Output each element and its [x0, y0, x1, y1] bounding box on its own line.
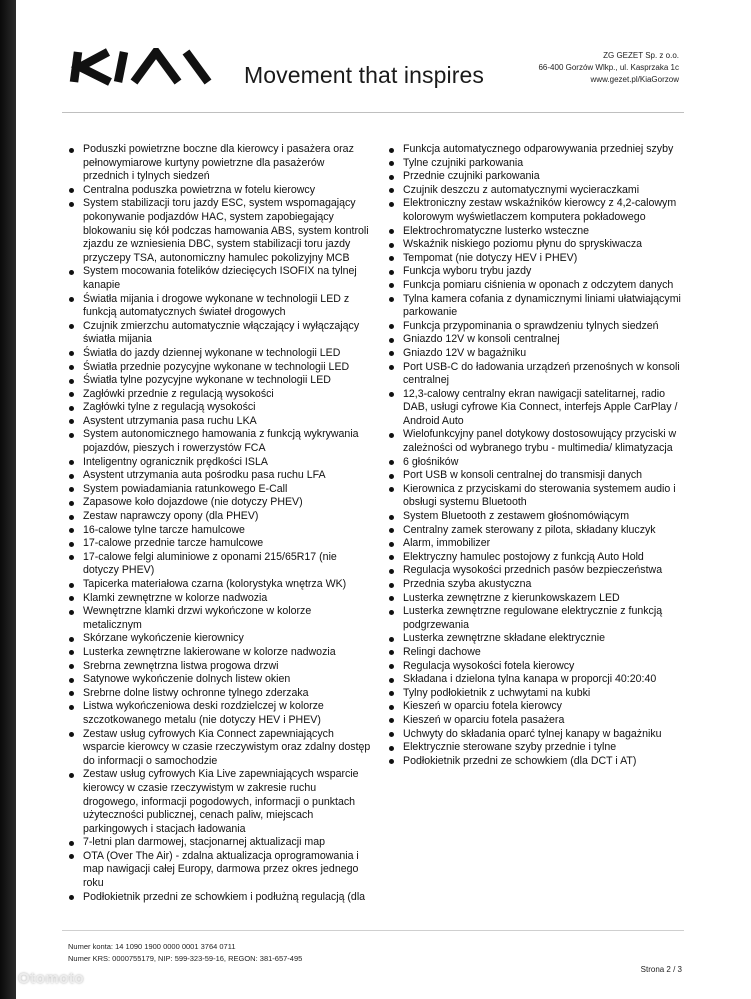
list-item: Kieszeń w oparciu fotela kierowcy: [384, 700, 688, 714]
registry-numbers: Numer KRS: 0000755179, NIP: 599-323-59-16, REGON: 381-657-495: [68, 954, 303, 963]
list-item: System powiadamiania ratunkowego E-Call: [64, 483, 372, 497]
company-name: ZG GEZET Sp. z o.o.: [603, 51, 679, 60]
list-item: Zagłówki przednie z regulacją wysokości: [64, 388, 372, 402]
list-item: Zestaw usług cyfrowych Kia Connect zapewniających wsparcie kierowcy w czasie rzeczywistym oraz zdalny dostęp do informacji o samochodzie: [64, 728, 372, 769]
list-item: Relingi dachowe: [384, 646, 688, 660]
list-item: Poduszki powietrzne boczne dla kierowcy i pasażera oraz pełnowymiarowe kurtyny powietrzne dla pasażerów przednich i tylnych siedzeń: [64, 143, 372, 184]
list-item: Lusterka zewnętrzne regulowane elektrycznie z funkcją podgrzewania: [384, 605, 688, 632]
scan-border: [0, 0, 16, 999]
list-item: Lusterka zewnętrzne składane elektrycznie: [384, 632, 688, 646]
footer-divider: [62, 930, 684, 931]
list-item: Tapicerka materiałowa czarna (kolorystyka wnętrza WK): [64, 578, 372, 592]
list-item: Elektroniczny zestaw wskaźników kierowcy z 4,2-calowym kolorowym wyświetlaczem komputera pokładowego: [384, 197, 688, 224]
list-item: Światła tylne pozycyjne wykonane w technologii LED: [64, 374, 372, 388]
equipment-list-left: [64, 143, 372, 904]
list-item: Składana i dzielona tylna kanapa w proporcji 40:20:40: [384, 673, 688, 687]
list-item: Zagłówki tylne z regulacją wysokości: [64, 401, 372, 415]
list-item: Kierownica z przyciskami do sterowania systemem audio i obsługi systemu Bluetooth: [384, 483, 688, 510]
kia-logo-icon: [68, 48, 218, 86]
list-item: Gniazdo 12V w bagażniku: [384, 347, 688, 361]
bank-account: Numer konta: 14 1090 1900 0000 0001 3764 0711: [68, 942, 236, 951]
list-item: 12,3-calowy centralny ekran nawigacji satelitarnej, radio DAB, usługi cyfrowe Kia Connect, interfejs Apple CarPlay / Android Auto: [384, 388, 688, 429]
list-item: Funkcja przypominania o sprawdzeniu tylnych siedzeń: [384, 320, 688, 334]
list-item: Funkcja wyboru trybu jazdy: [384, 265, 688, 279]
list-item: Funkcja automatycznego odparowywania przedniej szyby: [384, 143, 688, 157]
list-item: Regulacja wysokości fotela kierowcy: [384, 660, 688, 674]
list-item: Elektrycznie sterowane szyby przednie i tylne: [384, 741, 688, 755]
list-item: 17-calowe przednie tarcze hamulcowe: [64, 537, 372, 551]
list-item: Inteligentny ogranicznik prędkości ISLA: [64, 456, 372, 470]
watermark: Otomoto: [18, 970, 84, 987]
list-item: Światła do jazdy dziennej wykonane w technologii LED: [64, 347, 372, 361]
list-item: Srebrne dolne listwy ochronne tylnego zderzaka: [64, 687, 372, 701]
list-item: System autonomicznego hamowania z funkcją wykrywania pojazdów, pieszych i rowerzystów FCA: [64, 428, 372, 455]
list-item: Podłokietnik przedni ze schowkiem i podłużną regulacją (dla: [64, 891, 372, 905]
list-item: 16-calowe tylne tarcze hamulcowe: [64, 524, 372, 538]
list-item: Port USB-C do ładowania urządzeń przenośnych w konsoli centralnej: [384, 361, 688, 388]
list-item: Skórzane wykończenie kierownicy: [64, 632, 372, 646]
list-item: Zestaw naprawczy opony (dla PHEV): [64, 510, 372, 524]
list-item: Światła mijania i drogowe wykonane w technologii LED z funkcją automatycznych świateł drogowych: [64, 293, 372, 320]
list-item: System stabilizacji toru jazdy ESC, system wspomagający pokonywanie podjazdów HAC, system zapobiegający blokowaniu się kół podczas hamowania ABS, system kontroli zjazdu ze wzniesienia DBC, system stabilizacji toru jazdy przyczepy TSA, autonomiczny hamulec pokolizyjny MCB: [64, 197, 372, 265]
list-item: Wielofunkcyjny panel dotykowy dostosowujący przyciski w zależności od wybranego trybu - multimedia/ klimatyzacja: [384, 428, 688, 455]
list-item: Przednie czujniki parkowania: [384, 170, 688, 184]
list-item: Kieszeń w oparciu fotela pasażera: [384, 714, 688, 728]
page-number: Strona 2 / 3: [640, 965, 682, 974]
list-item: Elektrochromatyczne lusterko wsteczne: [384, 225, 688, 239]
list-item: Centralny zamek sterowany z pilota, składany kluczyk: [384, 524, 688, 538]
list-item: Tylna kamera cofania z dynamicznymi liniami ułatwiającymi parkowanie: [384, 293, 688, 320]
tagline: Movement that inspires: [244, 62, 484, 88]
list-item: Port USB w konsoli centralnej do transmisji danych: [384, 469, 688, 483]
list-item: Wewnętrzne klamki drzwi wykończone w kolorze metalicznym: [64, 605, 372, 632]
list-item: Lusterka zewnętrzne z kierunkowskazem LED: [384, 592, 688, 606]
list-item: Przednia szyba akustyczna: [384, 578, 688, 592]
list-item: Funkcja pomiaru ciśnienia w oponach z odczytem danych: [384, 279, 688, 293]
list-item: Klamki zewnętrzne w kolorze nadwozia: [64, 592, 372, 606]
list-item: Satynowe wykończenie dolnych listew okien: [64, 673, 372, 687]
equipment-list-right: [384, 143, 688, 768]
list-item: Centralna poduszka powietrzna w fotelu kierowcy: [64, 184, 372, 198]
list-item: Lusterka zewnętrzne lakierowane w kolorze nadwozia: [64, 646, 372, 660]
list-item: Wskaźnik niskiego poziomu płynu do spryskiwacza: [384, 238, 688, 252]
list-item: System mocowania fotelików dziecięcych ISOFIX na tylnej kanapie: [64, 265, 372, 292]
list-item: Zestaw usług cyfrowych Kia Live zapewniających wsparcie kierowcy w czasie rzeczywistym w zakresie ruchu drogowego, informacji pogodowych, informacji o punktach użyteczności publicznej, cenach paliw, miejscach parkingowych i stacjach ładowania: [64, 768, 372, 836]
list-item: Zapasowe koło dojazdowe (nie dotyczy PHEV): [64, 496, 372, 510]
list-item: Elektryczny hamulec postojowy z funkcją Auto Hold: [384, 551, 688, 565]
list-item: Asystent utrzymania pasa ruchu LKA: [64, 415, 372, 429]
list-item: Listwa wykończeniowa deski rozdzielczej w kolorze szczotkowanego metalu (nie dotyczy HEV i PHEV): [64, 700, 372, 727]
list-item: Tylne czujniki parkowania: [384, 157, 688, 171]
company-street: 66-400 Gorzów Wlkp., ul. Kasprzaka 1c: [538, 63, 679, 72]
list-item: Asystent utrzymania auta pośrodku pasa ruchu LFA: [64, 469, 372, 483]
list-item: Regulacja wysokości przednich pasów bezpieczeństwa: [384, 564, 688, 578]
list-item: Alarm, immobilizer: [384, 537, 688, 551]
company-address: [538, 50, 679, 86]
company-website: www.gezet.pl/KiaGorzow: [590, 75, 679, 84]
list-item: 6 głośników: [384, 456, 688, 470]
list-item: Srebrna zewnętrzna listwa progowa drzwi: [64, 660, 372, 674]
list-item: Światła przednie pozycyjne wykonane w technologii LED: [64, 361, 372, 375]
list-item: Tempomat (nie dotyczy HEV i PHEV): [384, 252, 688, 266]
list-item: 17-calowe felgi aluminiowe z oponami 215/65R17 (nie dotyczy PHEV): [64, 551, 372, 578]
list-item: Podłokietnik przedni ze schowkiem (dla DCT i AT): [384, 755, 688, 769]
list-item: Uchwyty do składania oparć tylnej kanapy w bagażniku: [384, 728, 688, 742]
list-item: 7-letni plan darmowej, stacjonarnej aktualizacji map: [64, 836, 372, 850]
header-divider: [62, 112, 684, 113]
list-item: OTA (Over The Air) - zdalna aktualizacja oprogramowania i map nawigacji całej Europy, darmowa przez okres jednego roku: [64, 850, 372, 891]
list-item: Gniazdo 12V w konsoli centralnej: [384, 333, 688, 347]
list-item: Czujnik deszczu z automatycznymi wycieraczkami: [384, 184, 688, 198]
list-item: Czujnik zmierzchu automatycznie włączający i wyłączający światła mijania: [64, 320, 372, 347]
footer-info: [68, 941, 302, 965]
list-item: Tylny podłokietnik z uchwytami na kubki: [384, 687, 688, 701]
list-item: System Bluetooth z zestawem głośnomówiącym: [384, 510, 688, 524]
